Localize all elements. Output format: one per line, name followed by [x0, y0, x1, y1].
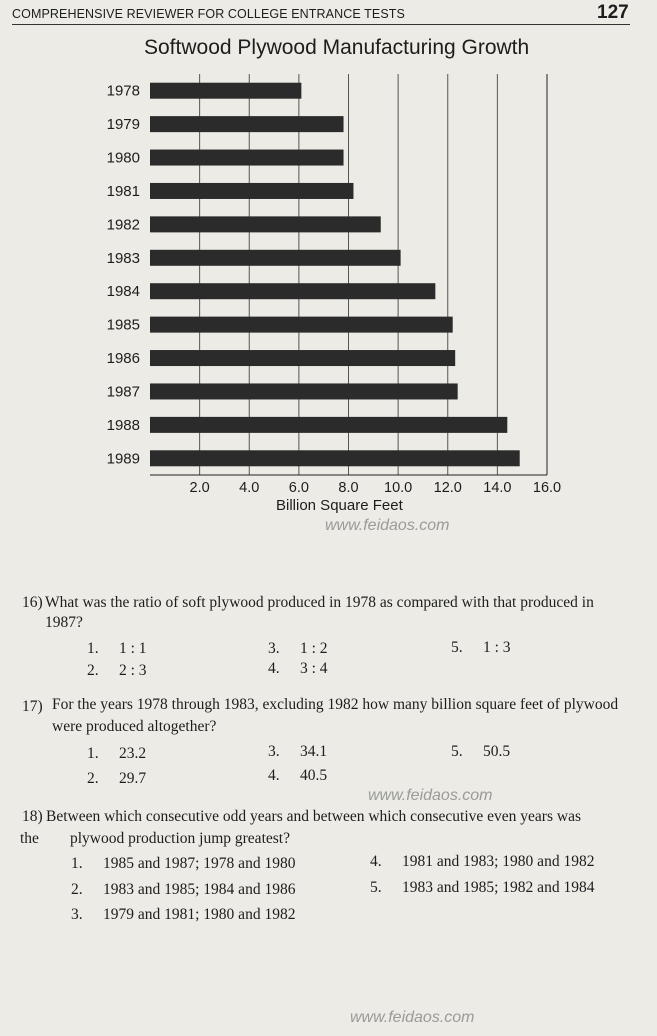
question-text: Between which consecutive odd years and between which consecutive even years was [46, 808, 581, 825]
bar [150, 83, 301, 99]
answer-option[interactable]: 2. 2 : 3 [87, 662, 147, 679]
question-number: 18) [22, 808, 43, 825]
y-tick-label: 1989 [106, 450, 140, 468]
chart-title: Softwood Plywood Manufacturing Growth [144, 36, 530, 59]
x-axis-label: Billion Square Feet [276, 497, 403, 514]
x-tick-label: 2.0 [189, 480, 210, 496]
y-tick-label: 1982 [106, 216, 140, 234]
bar [150, 150, 344, 166]
bar [150, 350, 455, 366]
y-tick-label: 1983 [106, 249, 140, 267]
watermark: www.feidaos.com [350, 1009, 475, 1026]
answer-option[interactable]: 2. 1983 and 1985; 1984 and 1986 [71, 881, 296, 898]
answer-option[interactable]: 1. 1 : 1 [87, 640, 147, 657]
x-tick-label: 12.0 [433, 480, 462, 496]
answer-option[interactable]: 3. 34.1 [268, 743, 328, 760]
x-tick-label: 16.0 [532, 480, 562, 496]
answer-option[interactable]: 4. 40.5 [268, 767, 328, 784]
answer-option[interactable]: 3. 1979 and 1981; 1980 and 1982 [71, 906, 296, 923]
answer-option[interactable]: 1. 23.2 [87, 745, 147, 762]
y-tick-label: 1978 [106, 82, 140, 100]
question-number: 17) [22, 698, 43, 715]
y-tick-label: 1988 [106, 416, 140, 434]
running-header: COMPREHENSIVE REVIEWER FOR COLLEGE ENTRANCE TESTS [12, 7, 405, 21]
answer-option[interactable]: 4. 3 : 4 [268, 660, 328, 677]
y-tick-label: 1980 [106, 149, 140, 167]
answer-option[interactable]: 1. 1985 and 1987; 1978 and 1980 [71, 855, 296, 872]
y-tick-label: 1981 [106, 182, 140, 200]
answer-option[interactable]: 5. 1 : 3 [451, 639, 511, 656]
answer-option[interactable]: 2. 29.7 [87, 770, 147, 787]
answer-option[interactable]: 4. 1981 and 1983; 1980 and 1982 [370, 853, 595, 870]
bar [150, 317, 453, 333]
bar [150, 383, 458, 399]
page-number: 127 [597, 2, 629, 23]
y-tick-label: 1979 [106, 116, 140, 134]
question-text: What was the ratio of soft plywood produced in 1978 as compared with that produced in [45, 594, 594, 611]
bar [150, 183, 353, 199]
question-text: were produced altogether? [52, 718, 217, 735]
answer-option[interactable]: 3. 1 : 2 [268, 640, 328, 657]
question-text: plywood production jump greatest? [70, 830, 290, 847]
x-tick-label: 8.0 [338, 480, 359, 496]
watermark: www.feidaos.com [368, 787, 493, 804]
y-tick-label: 1984 [106, 283, 140, 301]
x-tick-label: 10.0 [384, 480, 413, 496]
bar [150, 250, 401, 266]
bar [150, 216, 381, 232]
question-number: 16) [22, 594, 43, 611]
bar [150, 417, 507, 433]
bar [150, 283, 435, 299]
question-text: 1987? [45, 614, 83, 631]
bar [150, 450, 520, 466]
x-tick-label: 4.0 [239, 480, 260, 496]
y-tick-label: 1985 [106, 316, 140, 334]
y-tick-label: 1987 [106, 383, 140, 401]
answer-option[interactable]: 5. 1983 and 1985; 1982 and 1984 [370, 879, 595, 896]
question-text-prefix: the [20, 830, 39, 847]
x-tick-label: 14.0 [483, 480, 512, 496]
x-tick-label: 6.0 [288, 480, 309, 496]
answer-option[interactable]: 5. 50.5 [451, 743, 511, 760]
watermark: www.feidaos.com [325, 517, 450, 534]
y-tick-label: 1986 [106, 350, 140, 368]
question-text: For the years 1978 through 1983, excluding 1982 how many billion square feet of plywood [52, 696, 619, 713]
bar [150, 116, 344, 132]
